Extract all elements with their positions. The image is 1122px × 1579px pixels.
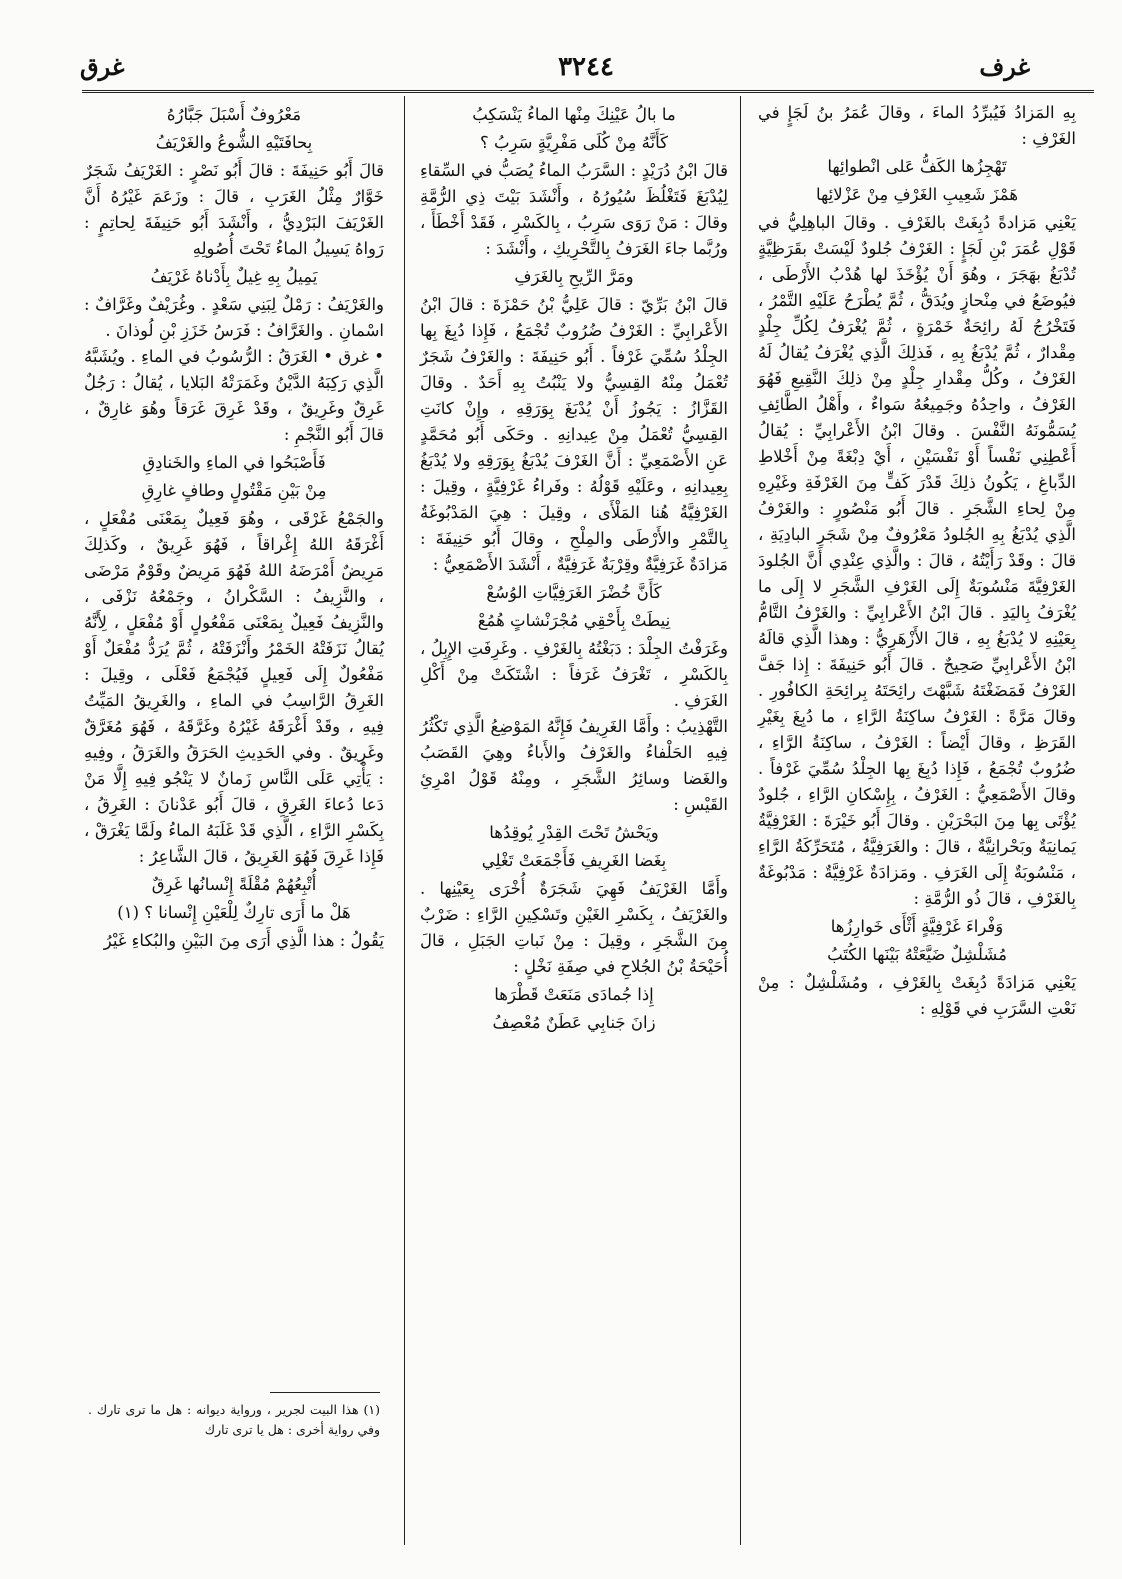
verse-line: بِغَضا الغَرِيفِ فَأَجْمَعَتْ تَغْلِي — [481, 851, 667, 870]
page-number: ٣٢٤٤ — [558, 52, 614, 82]
header-rule — [82, 90, 1094, 93]
verse-line: أُتْبِعُهُمْ مُقْلَةً إِنْسانُها غَرِقٌ — [151, 875, 317, 894]
page-header — [80, 52, 1092, 92]
verse-line: مُشَلْشِلٌ ضَيَّعَتْهُ بَيْنَها الكُتَبُ — [827, 945, 1007, 964]
column-middle — [420, 100, 728, 1038]
footnote: (١) هذا البيت لجرير ، ورواية ديوانه : هل ما ترى تارك . وفي رواية أخرى : هل يا ترى تارك — [88, 1402, 380, 1437]
column-divider — [740, 96, 741, 1545]
footnote-rule — [270, 1392, 380, 1393]
header-keyword-right: غرف — [979, 52, 1030, 81]
verse-line: زانَ جَنابِي عَطَنٌ مُعْصِفُ — [492, 1013, 656, 1032]
column-divider — [404, 96, 405, 1545]
entry-paragraph: • غرق • الغَرَقُ : الرُّسُوبُ في الماءِ . ويُشَبَّهُ الَّذِي رَكِبَهُ الدَّيْنُ وغَمَرَتْهُ البَلايا ، يُقالُ : رَجُلٌ غَرِقٌ وغَرِيقٌ ، وقَدْ غَرِقَ غَرَقاً وهُوَ غارِقٌ ، قالَ أَبُو النَّجْمِ : — [84, 347, 384, 444]
paragraph: يَقُولُ : هذا الَّذِي أَرَى مِنَ البَيْنِ والبُكاءِ غَيْرُ — [103, 931, 384, 950]
paragraph: بِهِ المَزادُ فَيُبرِّدُ الماءَ ، وقالَ عُمَرُ بنُ لَجَإٍ في الغَرْفِ : — [758, 103, 1076, 148]
paragraph: قالَ ابْنُ بَرِّيّ : قالَ عَلِيُّ بْنُ حَمْزَةَ : قالَ ابْنُ الأَعْرابِيِّ : الغَرْفُ ضُرُوبٌ تُجْمَعُ ، فَإِذا دُبِغَ بِها الجِلْدُ سُمِّيَ غَرْفاً . أَبُو حَنِيفَةَ : والغَرْفُ شَجَرٌ تُعْمَلُ مِنْهُ القِسِيُّ ولا يَنْبُتُ بِهِ أَحَدٌ . وقالَ القَزَّازُ : يَجُوزُ أَنْ يُدْبَغَ بِوَرَقِهِ ، وإِنْ كانَتِ القِسِيُّ تُعْمَلُ مِنْ عِيدانِهِ . وحَكَى أَبُو مُحَمَّدٍ عَنِ الأَصْمَعِيِّ : أَنَّ الغَرْفَ يُدْبَغُ بِوَرَقِهِ ولا يُدْبَغُ بِعِيدانِهِ ، وعَلَيْهِ قَوْلُهُ : وفَراءُ غَرْفِيَّةٍ ، وقِيلَ : الغَرْفِيَّةُ هُنا المَلْأَى ، وقِيلَ : هِيَ المَدْبُوغَةُ بِالتَّمْرِ والأَرْطَى والمِلْحِ ، وقالَ أَبُو حَنِيفَةَ : مَزادَةٌ غَرَفِيَّةٌ وقِرْبَةٌ غَرَفِيَّةٌ ، أَنْشَدَ الأَصْمَعِيُّ : — [420, 295, 728, 574]
paragraph: يَعْنِي مَزادةً دُبِغَتْ بالغَرْفِ . وقالَ الباهِلِيُّ في قَوْلِ عُمَرَ بْنِ لَجَإٍ : الغَرْفُ جُلودٌ لَيْسَتْ بقَرَظِيَّةٍ تُدْبَغُ بهَجَرَ ، وهُوَ أَنْ يُؤْخَذَ لها هُدْبُ الأَرْطَى ، فيُوضَعُ في مِنْحازٍ ويُدَقُّ ، ثُمَّ يُطْرَحُ عَلَيْهِ التَّمْرُ ، فَتَخْرُجُ لَهُ رائِحَةٌ خَمْرَةٍ ، ثُمَّ يُغْرَفُ لِكُلِّ جِلْدٍ مِقْدارٌ ، ثُمَّ يُدْبَغُ بِهِ ، فَذلِكَ الَّذِي يُغْرَفُ يُقالُ لَهُ الغَرْفُ ، وكُلُّ مِقْدارِ جِلْدٍ مِنْ ذلِكَ النَّقِيعِ فَهُوَ الغَرْفُ ، واحِدُهُ وجَمِيعُهُ سَواءٌ ، وأَهْلُ الطَّائِفِ يُسَمُّونَهُ النَّفْسَ . وقالَ ابْنُ الأَعْرابِيِّ : يُقالُ أَعْطِنِي نَفْساً أَوْ نَفْسَيْنِ ، أَيْ دِبْغَةً مِنْ أَخْلاطِ الدِّباغِ ، يَكُونُ ذلِكَ قَدْرَ كَفٍّ مِنَ الغَرْفَةِ وغَيْرِهِ مِنْ لِحاءِ الشَّجَرِ . قالَ أَبُو مَنْصُورٍ : والغَرْفُ الَّذِي يُدْبَغُ بِهِ الجُلودُ مَعْرُوفٌ مِنْ شَجَرِ البادِيَةِ ، قالَ : وقَدْ رَأَيْتُهُ ، قالَ : والَّذِي عِنْدِي أَنَّ الجُلودَ الغَرْفِيَّةَ مَنْسُوبَةٌ إِلَى الغَرْفِ الشَّجَرِ لا إِلَى ما يُغْرَفُ بِاليَدِ . قالَ ابْنُ الأَعْرابِيِّ : والغَرْفُ التَّامُّ بِعَيْنِهِ لا يُدْبَغُ بِهِ ، قالَ الأَزْهَرِيُّ : وهذا الَّذِي قالَهُ ابْنُ الأَعْرابِيِّ صَحِيحٌ . قالَ أَبُو حَنِيفَةَ : إِذا جَفَّ الغَرْفُ فَمَضَغْتَهُ شَبَّهْتَ رائِحَتَهُ بِرائِحَةِ الكافُورِ . وقالَ مَرَّةً : الغَرْفُ ساكِنَةُ الرَّاءِ ، ما دُبِغَ بِغَيْرِ القَرَظِ ، وقالَ أَيْضاً : الغَرْفُ ، ساكِنَةُ الرَّاءِ ، ضُرُوبٌ تُجْمَعُ ، فَإِذا دُبِغَ بِها الجِلْدُ سُمِّيَ غَرْفاً . وقالَ الأَصْمَعِيُّ : الغَرْفُ ، بِإِسْكانِ الرَّاءِ ، جُلودٌ يُؤْتَى بِها مِنَ البَحْرَيْنِ . وقالَ أَبُو خَيْرَةَ : الغَرْفِيَّةُ يَمانِيَةٌ وبَحْرانِيَّةٌ ، قالَ : والغَرَفِيَّةُ ، مُتَحَرِّكَةُ الرَّاءِ ، مَنْسُوبَةٌ إِلَى الغَرَفِ . ومَزادَةٌ غَرْفِيَّةٌ : مَدْبُوغَةٌ بِالغَرْفِ ، قالَ ذُو الرُّمَّةِ : — [758, 213, 1076, 908]
verse-line: تَهْجِزُها الكَفُّ عَلى انْطوائِها — [827, 157, 1007, 176]
paragraph: وغَرَفْتُ الجِلْدَ : دَبَغْتُهُ بِالغَرْفِ . وغَرِفَتِ الإِبِلُ ، بِالكَسْرِ ، تَغْرَفُ غَرَفاً : اشْتَكَتْ مِنْ أَكْلِ الغَرَفِ . — [420, 639, 728, 710]
paragraph: قالَ ابْنُ دُرَيْدٍ : السَّرَبُ الماءُ يُصَبُّ في السِّقاءِ لِيُدْبَغَ فَتَغْلُظَ سُيُورُهُ ، وأَنْشَدَ بَيْتَ ذِي الرُّمَّةِ وقالَ : مَنْ رَوَى سَرِبُ ، بِالكَسْرِ ، فَقَدْ أَخْطَأَ ، ورُبَّما جاءَ الغَرَفُ بِالتَّحْرِيكِ ، وأَنْشَدَ : — [420, 161, 728, 258]
verse-line: كَأَنَّهُ مِنْ كُلَى مَفْرِيَّةٍ سَرِبُ ؟ — [480, 133, 668, 152]
paragraph: والغَرْيَفُ : رَمْلٌ لِبَنِي سَعْدٍ . وغُرَيْفٌ وغَرَّافٌ : اسْمانِ . والغَرَّافُ : فَرَسُ خَزَزِ بْنِ لُوذانَ . — [84, 295, 384, 340]
paragraph: يَعْنِي مَزادَةً دُبِغَتْ بِالغَرْفِ ، ومُشَلْشِلٌ : مِنْ نَعْتِ السَّرَبِ في قَوْلِهِ : — [758, 973, 1076, 1018]
paragraph: قالَ أَبُو حَنِيفَةَ : قالَ أَبُو نَصْرٍ : الغَرْيَفُ شَجَرٌ خَوَّارٌ مِثْلُ الغَرَبِ ، قالَ : وزَعَمَ غَيْرُهُ أَنَّ الغَرْيَفَ البَرْدِيُّ ، وأَنْشَدَ أَبُو حَنِيفَةَ لِحاتِمٍ : رَواهُ يَسِيلُ الماءُ تَحْتَ أُصُولِهِ — [84, 161, 384, 258]
verse-line: نِيطَتْ بِأَحْقِي مُجْرَنْشاتٍ هُمُعْ — [477, 611, 671, 630]
verse-line: فَأَصْبَحُوا في الماءِ والخَنادِقِ — [142, 453, 326, 472]
verse-line: ما بالُ عَيْنِكَ مِنْها الماءُ يَنْسَكِبُ — [472, 105, 676, 124]
verse-line: ويَحْشُ تَحْتَ القِدْرِ يُوقِدُها — [489, 823, 659, 842]
column-left — [84, 100, 384, 954]
verse-line: مَعْرُوفٌ أَسْبَلَ جَبَّارُهُ — [166, 105, 302, 124]
verse-line: وَفْراءَ غَرْفِيَّةٍ أَثْأَى خَوارِزُها — [830, 917, 1004, 936]
verse-line: هَلْ ما أَرَى تارِكٌ لِلْعَيْنِ إِنْسانا ؟ (١) — [117, 903, 351, 922]
verse-line: هَمْزَ شَعِيبِ الغَرْفِ مِنْ عَزْلائِها — [815, 185, 1019, 204]
verse-line: يَمِيلُ بِهِ غِيلٌ بِأَدْناهُ غَرْيَفُ — [150, 267, 318, 286]
verse-line: بِحافَتَيْهِ الشُّوعُ والغَرْيَفُ — [155, 133, 313, 152]
verse-line: إِذا جُمادَى مَنَعَتْ قَطْرَها — [494, 985, 654, 1004]
verse-line: كَأَنَّ خُضْرَ الغَرَفِيَّاتِ الوُسُعْ — [486, 583, 662, 602]
verse-line: ومَرَّ الرِّيحِ بِالغَرَفِ — [514, 267, 634, 286]
paragraph: والجَمْعُ غَرْقَى ، وهُوَ فَعِيلٌ بِمَعْنَى مُفْعَلٍ ، أَغْرَقَهُ اللهُ إِغْراقاً ، فَهُوَ غَرِيقٌ ، وكَذلِكَ مَرِيضٌ أَمْرَضَهُ اللهُ فَهُوَ مَرِيضٌ وقَوْمٌ مَرْضَى ، والنَّزِيفُ : السَّكْرانُ ، وجَمْعُهُ نَزْفَى ، والنَّزِيفُ فَعِيلٌ بِمَعْنَى مَفْعُولٍ أَوْ مُفْعَلٍ ، لِأَنَّهُ يُقالُ نَزَفَتْهُ الخَمْرُ وأَنْزَفَتْهُ ، ثُمَّ يُرَدُّ مُفْعَلٌ أَوْ مَفْعُولٌ إِلَى فَعِيلٍ فَيُجْمَعُ فَعْلَى ، وقِيلَ : الغَرِقُ الرَّاسِبُ في الماءِ ، والغَرِيقُ المَيِّتُ فِيهِ ، وقَدْ أَغْرَقَهُ غَيْرُهُ وغَرَّقَهُ ، فَهُوَ مُغَرَّقٌ وغَرِيقٌ . وفي الحَدِيثِ الحَرَقُ والغَرَقُ ، وفِيهِ : يَأْتِي عَلَى النَّاسِ زَمانٌ لا يَنْجُو فِيهِ إِلَّا مَنْ دَعا دُعاءَ الغَرِقِ ، قالَ أَبُو عَدْنانَ : الغَرِقُ ، بِكَسْرِ الرَّاءِ ، الَّذِي قَدْ غَلَبَهُ الماءُ ولَمَّا يَغْرَقْ ، فَإِذا غَرِقَ فَهُوَ الغَرِيقُ ، قالَ الشَّاعِرُ : — [84, 509, 384, 866]
header-keyword-left: غرق — [80, 52, 125, 81]
paragraph: التَّهْذِيبُ : وأَمَّا الغَرِيفُ فَإِنَّهُ المَوْضِعُ الَّذِي تَكْثُرُ فِيهِ الحَلْفاءُ والغَرْفُ والأَباءُ وهِيَ القَصَبُ والغَضا وسائِرُ الشَّجَرِ ، ومِنْهُ قَوْلُ امْرِئِ القَيْسِ : — [420, 717, 728, 814]
verse-line: مِنْ بَيْنِ مَقْتُولٍ وطافٍ غارِقِ — [141, 481, 327, 500]
column-right — [758, 100, 1076, 1022]
paragraph: وأَمَّا الغَرْيَفُ فَهِيَ شَجَرَةٌ أُخْرَى بِعَيْنِها . والغَرْيَفُ ، بِكَسْرِ الغَيْنِ وتَسْكِينِ الرَّاءِ : ضَرْبٌ مِنَ الشَّجَرِ ، وقِيلَ : مِنْ نَباتِ الجَبَلِ ، قالَ أُحَيْحَةُ بْنُ الجُلاحِ في صِفَةِ نَخْلٍ : — [420, 879, 728, 976]
